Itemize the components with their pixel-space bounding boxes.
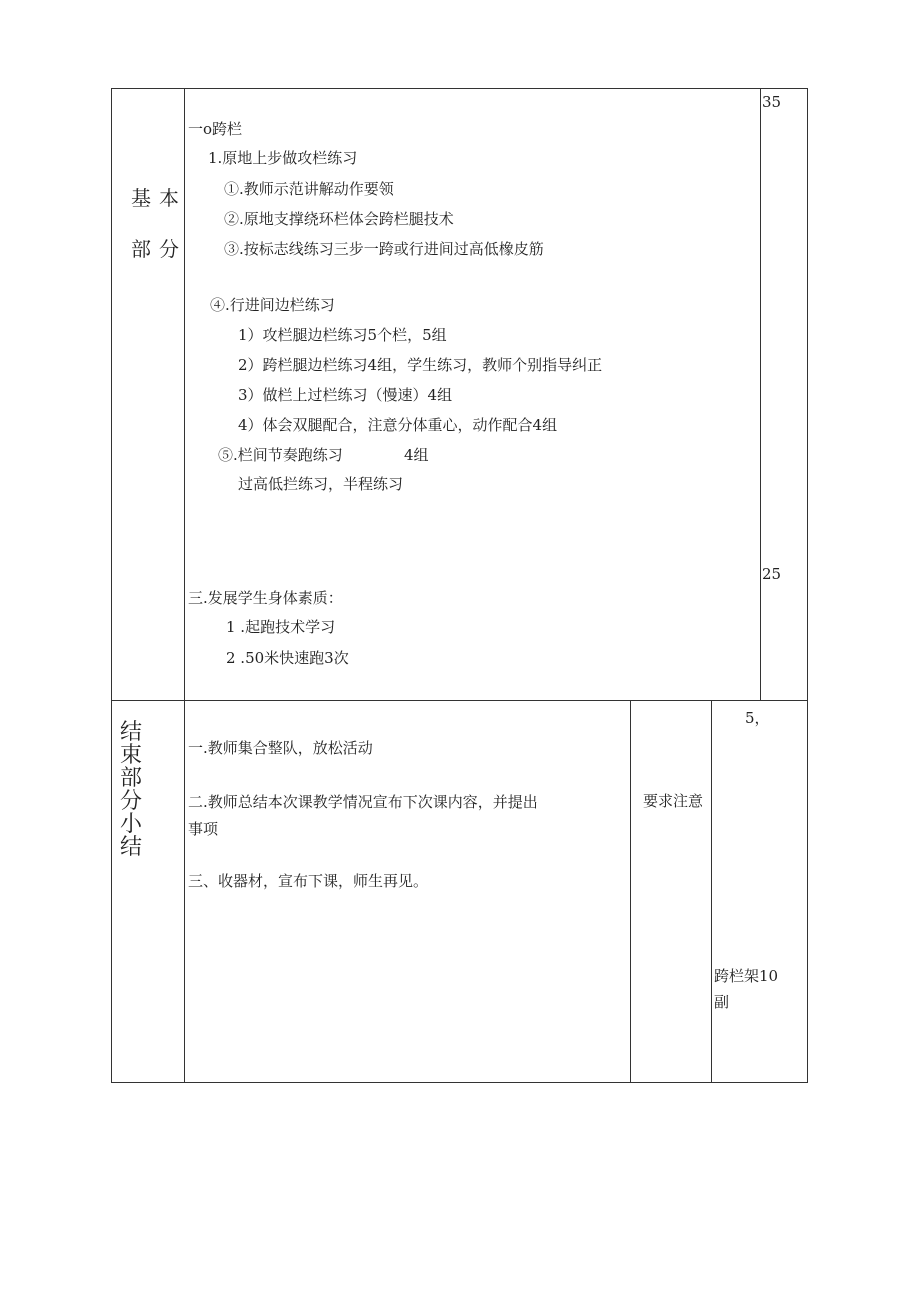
equipment-column-divider	[711, 700, 712, 1083]
requirement-column-divider	[630, 700, 631, 1083]
drill-item-5: ⑤.栏间节奏跑练习	[218, 446, 343, 464]
row-divider	[111, 700, 808, 701]
time-column-divider-top	[760, 88, 761, 700]
end-item-3: 三、收器材，宣布下课，师生再见。	[188, 872, 429, 890]
table-border-top	[111, 88, 808, 89]
drill-item-4-1: 1）攻栏腿边栏练习5个栏，5组	[238, 326, 447, 344]
table-border-left	[111, 88, 112, 1083]
end-time: 5，	[745, 709, 770, 727]
end-label-char: 结	[119, 720, 142, 745]
end-item-2-line1: 二.教师总结本次课教学情况宣布下次课内容，并提出	[188, 793, 538, 811]
fitness-title: 三.发展学生身体素质：	[188, 589, 343, 607]
end-label-char: 分	[119, 789, 142, 814]
end-label-char: 束	[119, 743, 142, 768]
end-label-char: 部	[119, 766, 142, 791]
end-section-label	[116, 721, 146, 859]
drill-item-4-4: 4）体会双腿配合，注意分体重心，动作配合4组	[238, 416, 558, 434]
end-item-1: 一.教师集合整队，放松活动	[188, 739, 373, 757]
drill-item-5-extra: 过高低拦练习，半程练习	[238, 475, 404, 493]
table-border-right	[807, 88, 808, 1083]
drill-item-1-3: ③.按标志线练习三步一跨或行进间过高低橡皮筋	[224, 240, 544, 258]
hurdle-title: 一o跨栏	[188, 120, 243, 138]
basic-time-35: 35	[762, 93, 782, 111]
drill-item-1-2: ②.原地支撑绕环栏体会跨栏腿技术	[224, 210, 454, 228]
requirement-note: 要求注意	[643, 792, 704, 810]
drill-item-4-2: 2）跨栏腿边栏练习4组，学生练习，教师个别指导纠正	[238, 356, 603, 374]
drill-item-1-1: ①.教师示范讲解动作要领	[224, 180, 394, 198]
basic-section-label-line1: 基本	[131, 186, 187, 210]
equipment-line1: 跨栏架10	[714, 967, 779, 985]
equipment-line2: 副	[714, 993, 730, 1011]
drill-item-4: ④.行进间边栏练习	[210, 296, 335, 314]
end-label-char: 结	[119, 835, 142, 860]
basic-section-label-line2: 部分	[131, 237, 187, 261]
drill-item-1: 1.原地上步做攻栏练习	[208, 149, 358, 167]
fitness-item-2: 2 .50米快速跑3次	[226, 649, 349, 667]
table-border-bottom	[111, 1082, 808, 1083]
basic-time-25: 25	[762, 565, 782, 583]
fitness-item-1: 1 .起跑技术学习	[226, 618, 336, 636]
drill-item-4-3: 3）做栏上过栏练习（慢速）4组	[238, 386, 453, 404]
end-label-char: 小	[119, 812, 142, 837]
drill-item-5-sets: 4组	[404, 446, 429, 464]
end-item-2-line2: 事项	[188, 820, 219, 838]
